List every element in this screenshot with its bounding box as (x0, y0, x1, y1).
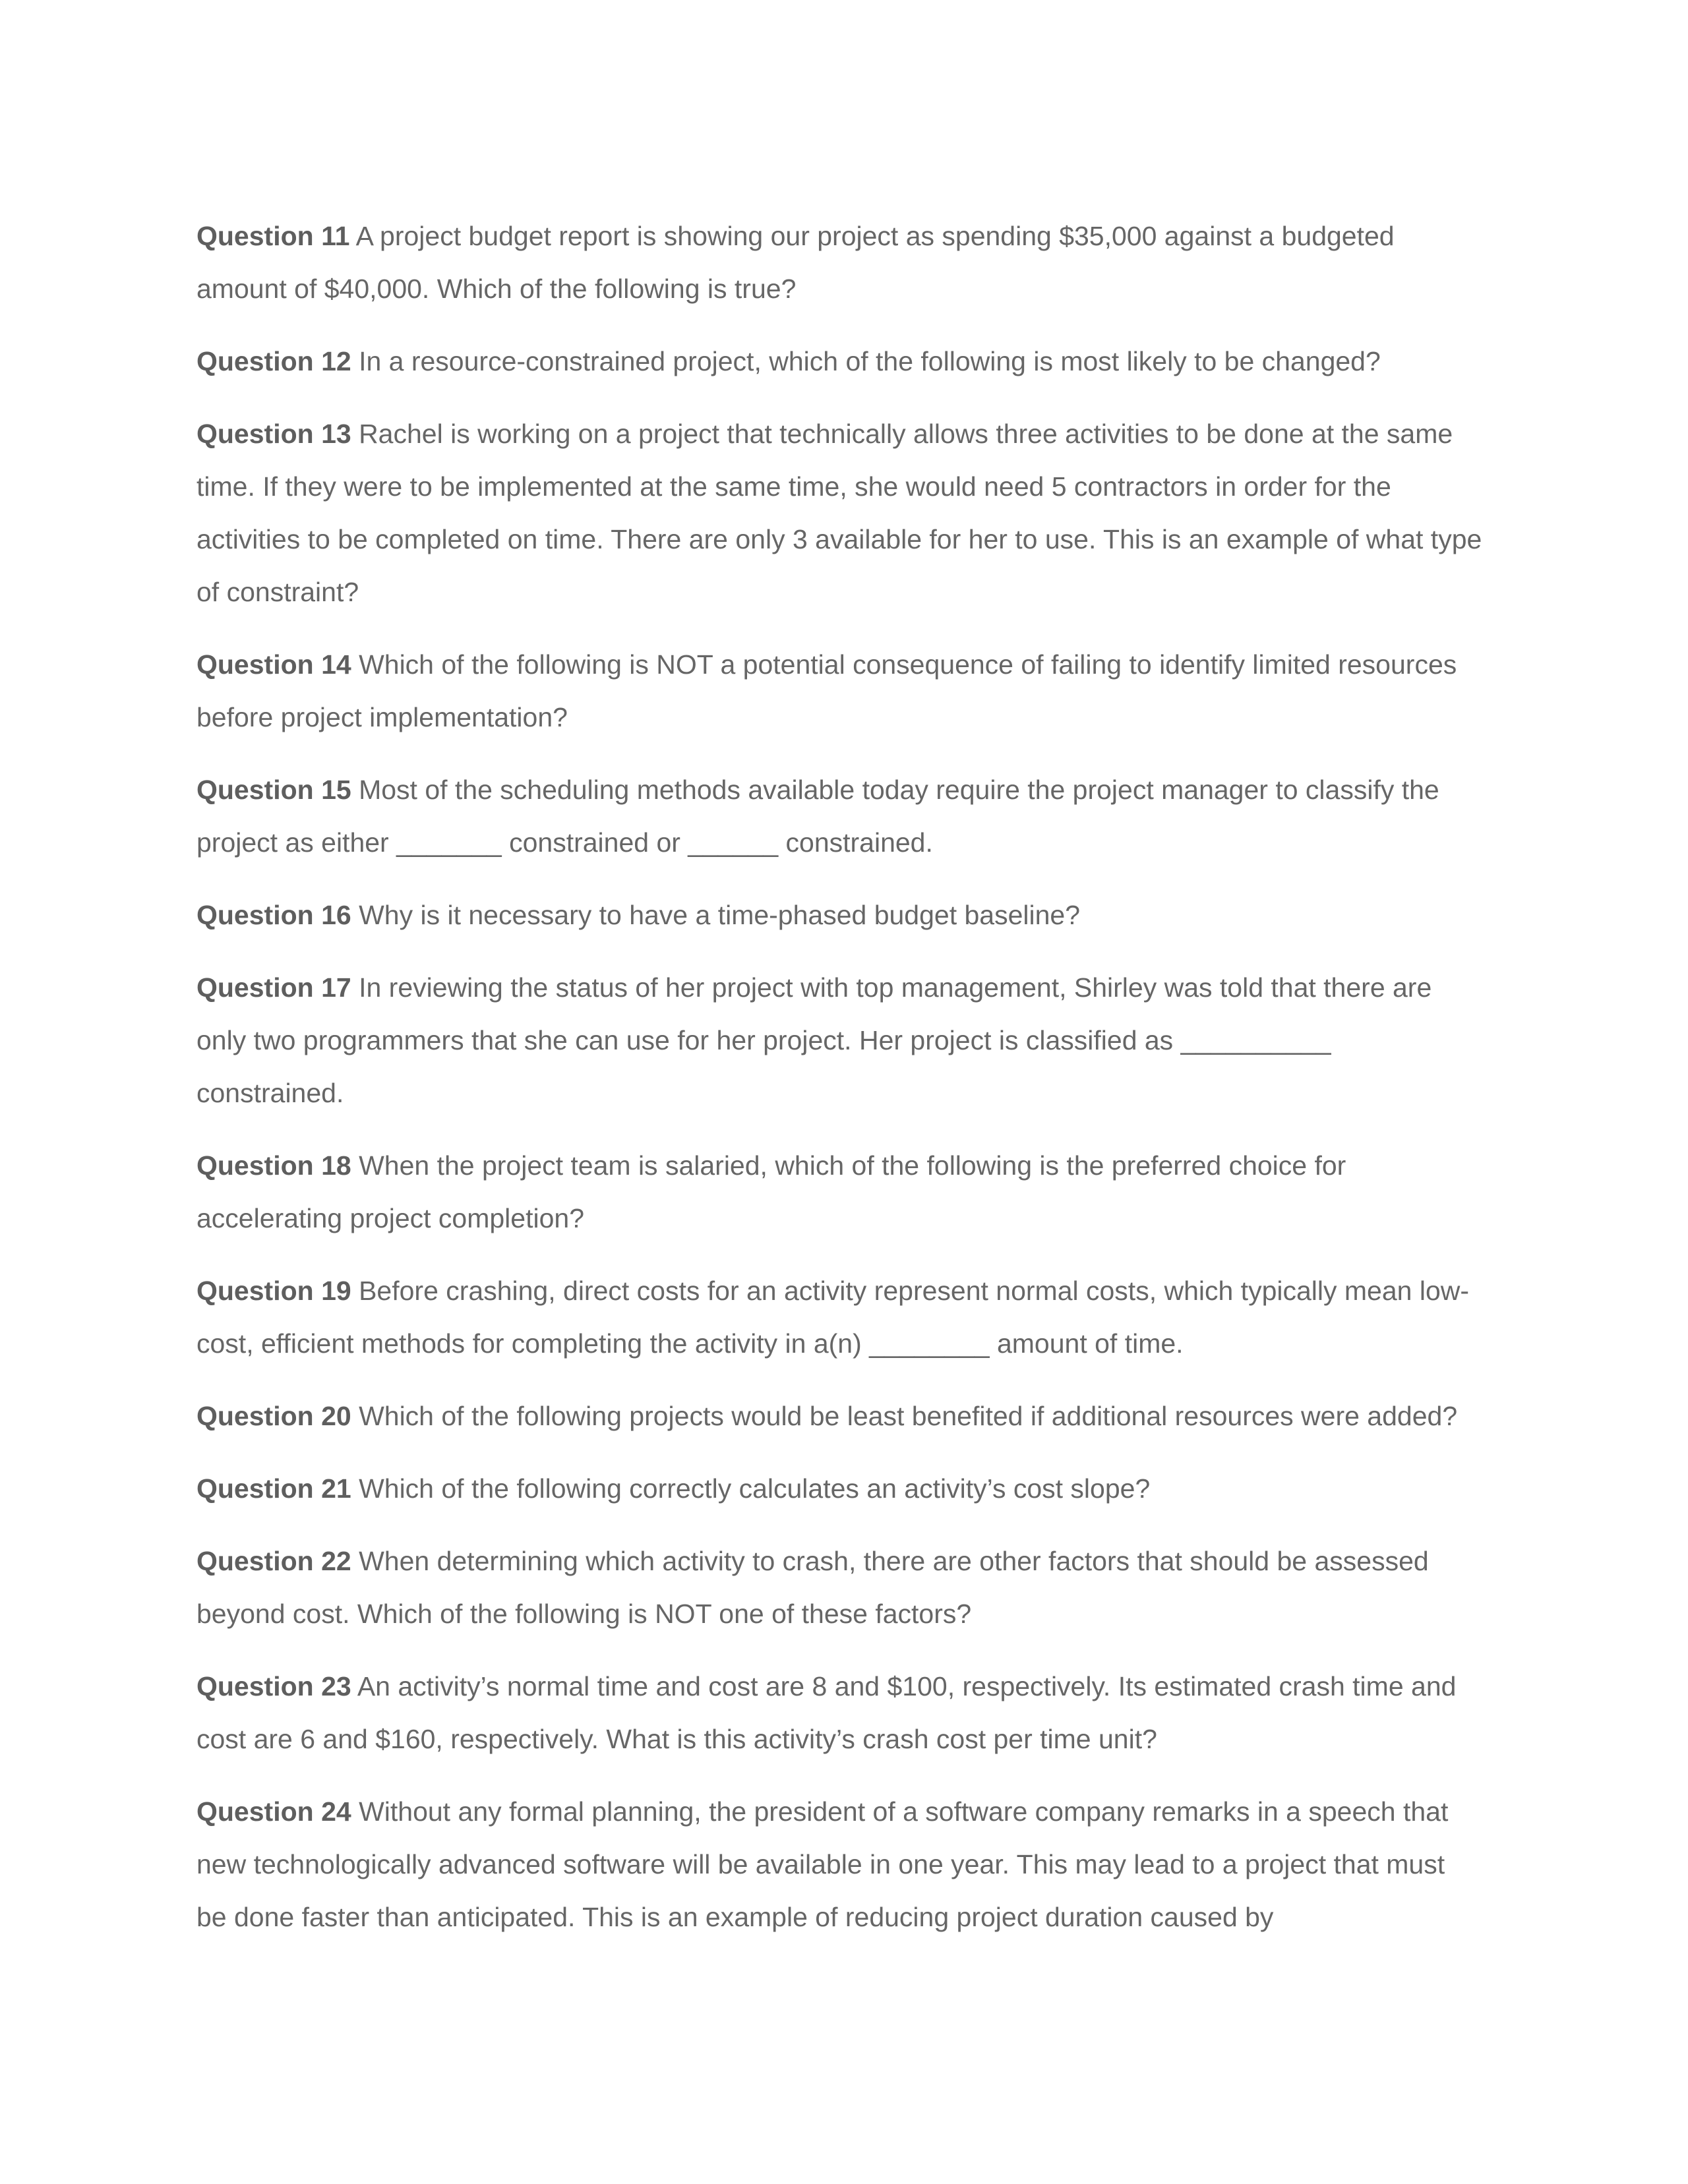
question-text: Which of the following is NOT a potential consequence of failing to identify limited resources before project implementation? (196, 649, 1457, 732)
question-text: In reviewing the status of her project with top management, Shirley was told that there are only two programmers that she can use for her project. Her project is classified as __________ constrained. (196, 972, 1432, 1108)
question-text: Which of the following correctly calculates an activity’s cost slope? (359, 1473, 1151, 1504)
question-21 (196, 1462, 1482, 1515)
question-12 (196, 335, 1482, 388)
question-label: Question 17 (196, 972, 351, 1003)
question-18 (196, 1139, 1482, 1245)
question-13 (196, 407, 1482, 618)
question-label: Question 15 (196, 775, 351, 805)
question-label: Question 13 (196, 419, 351, 449)
question-text: An activity’s normal time and cost are 8 and $100, respectively. Its estimated crash time and cost are 6 and $160, respectively. What is this activity’s crash cost per time unit? (196, 1671, 1457, 1754)
question-label: Question 22 (196, 1546, 351, 1576)
question-11 (196, 210, 1482, 315)
question-22 (196, 1535, 1482, 1640)
question-17 (196, 961, 1482, 1119)
question-label: Question 16 (196, 900, 351, 930)
question-label: Question 24 (196, 1796, 351, 1827)
question-text: In a resource-constrained project, which of the following is most likely to be changed? (359, 346, 1381, 376)
question-text: Rachel is working on a project that technically allows three activities to be done at the same time. If they were to be implemented at the same time, she would need 5 contractors in order for the activities to be completed on time. There are only 3 available for her to use. This is an example of what type of constraint? (196, 419, 1482, 607)
question-text: Without any formal planning, the president of a software company remarks in a speech that new technologically advanced software will be available in one year. This may lead to a project that must be done faster than anticipated. This is an example of reducing project duration caused by (196, 1796, 1449, 1932)
question-label: Question 19 (196, 1276, 351, 1306)
question-14 (196, 638, 1482, 744)
question-text: When determining which activity to crash, there are other factors that should be assessed beyond cost. Which of the following is NOT one of these factors? (196, 1546, 1429, 1629)
question-label: Question 11 (196, 221, 350, 251)
question-20 (196, 1390, 1482, 1442)
question-16 (196, 889, 1482, 941)
question-text: Which of the following projects would be least benefited if additional resources were added? (359, 1401, 1458, 1431)
question-label: Question 12 (196, 346, 351, 376)
question-19 (196, 1264, 1482, 1370)
question-label: Question 20 (196, 1401, 351, 1431)
question-text: Why is it necessary to have a time-phased budget baseline? (359, 900, 1081, 930)
document-page (196, 210, 1482, 1963)
question-label: Question 21 (196, 1473, 351, 1504)
question-15 (196, 763, 1482, 869)
question-text: Most of the scheduling methods available today require the project manager to classify the project as either _______ constrained or ______ constrained. (196, 775, 1439, 858)
question-24 (196, 1785, 1482, 1943)
question-label: Question 14 (196, 649, 351, 680)
question-text: When the project team is salaried, which of the following is the preferred choice for accelerating project completion? (196, 1150, 1346, 1233)
question-text: A project budget report is showing our project as spending $35,000 against a budgeted amount of $40,000. Which of the following is true? (196, 221, 1395, 304)
question-text: Before crashing, direct costs for an activity represent normal costs, which typically mean low-cost, efficient methods for completing the activity in a(n) ________ amount of time. (196, 1276, 1470, 1359)
question-label: Question 18 (196, 1150, 351, 1181)
question-23 (196, 1660, 1482, 1765)
question-label: Question 23 (196, 1671, 351, 1701)
